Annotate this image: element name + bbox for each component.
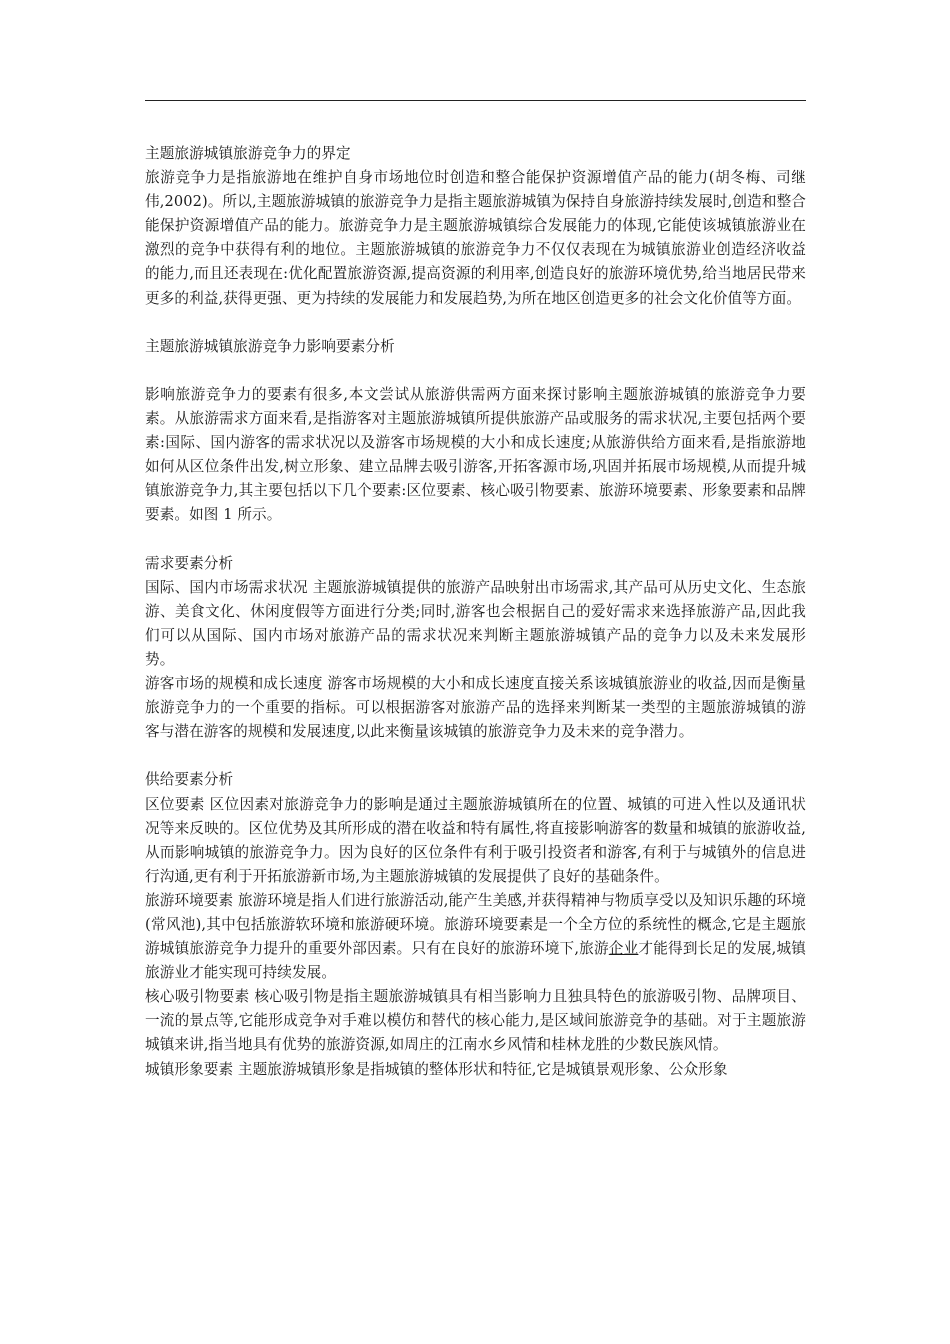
header-rule [145, 100, 806, 101]
paragraph-core-attraction: 核心吸引物要素 核心吸引物是指主题旅游城镇具有相当影响力且独具特色的旅游吸引物、品牌项目、一流的景点等,它能形成竞争对手难以模仿和替代的核心能力,是区域间旅游竞争的基础。对于主题旅游城镇来讲,指当地具有优势的旅游资源,如周庄的江南水乡风情和桂林龙胜的少数民族风情。 [145, 988, 806, 1054]
paragraph-market-scale: 游客市场的规模和成长速度 游客市场规模的大小和成长速度直接关系该城镇旅游业的收益,因而是衡量旅游竞争力的一个重要的指标。可以根据游客对旅游产品的选择来判断某一类型的主题旅游城镇的游客与潜在游客的规模和发展速度,以此来衡量该城镇的旅游竞争力及未来的竞争潜力。 [145, 675, 806, 741]
paragraph-city-image: 城镇形象要素 主题旅游城镇形象是指城镇的整体形状和特征,它是城镇景观形象、公众形象 [145, 1060, 728, 1078]
paragraph-market-demand: 国际、国内市场需求状况 主题旅游城镇提供的旅游产品映射出市场需求,其产品可从历史文化、生态旅游、美食文化、休闲度假等方面进行分类;同时,游客也会根据自己的爱好需求来选择旅游产品,因此我们可以从国际、国内市场对旅游产品的需求状况来判断主题旅游城镇产品的竞争力以及未来发展形势。 [145, 578, 806, 668]
paragraph-factors: 影响旅游竞争力的要素有很多,本文尝试从旅游供需两方面来探讨影响主题旅游城镇的旅游竞争力要素。从旅游需求方面来看,是指游客对主题旅游城镇所提供旅游产品或服务的需求状况,主要包括两个要素:国际、国内游客的需求状况以及游客市场规模的大小和成长速度;从旅游供给方面来看,是指旅游地如何从区位条件出发,树立形象、建立品牌去吸引游客,开拓客源市场,巩固并拓展市场规模,从而提升城镇旅游竞争力,其主要包括以下几个要素:区位要素、核心吸引物要素、旅游环境要素、形象要素和品牌要素。如图 1 所示。 [145, 385, 806, 524]
section-heading-supply: 供给要素分析 [145, 771, 234, 789]
section-heading-factors: 主题旅游城镇旅游竞争力影响要素分析 [145, 337, 395, 355]
environment-text-a: 旅游环境要素 旅游环境是指人们进行旅游活动,能产生美感,并获得精神与物质享受以及知识乐趣的环境(常风池),其中包括旅游软环境和旅游硬环境。旅游环境要素是一个全方位的系统性的概念,它是主题旅游城镇旅游竞争力提升的重要外部因素。只有在良好的旅游环境下,旅游 [145, 891, 806, 958]
document-body [145, 142, 806, 1082]
paragraph-definition: 旅游竞争力是指旅游地在维护自身市场地位时创造和整合能保护资源增值产品的能力(胡冬梅、司继伟,2002)。所以,主题旅游城镇的旅游竞争力是指主题旅游城镇为保持自身旅游持续发展时,创造和整合能保护资源增值产品的能力。旅游竞争力是主题旅游城镇综合发展能力的体现,它能使该城镇旅游业在激烈的竞争中获得有利的地位。主题旅游城镇的旅游竞争力不仅仅表现在为城镇旅游业创造经济收益的能力,而且还表现在:优化配置旅游资源,提高资源的利用率,创造良好的旅游环境优势,给当地居民带来更多的利益,获得更强、更为持续的发展能力和发展趋势,为所在地区创造更多的社会文化价值等方面。 [145, 169, 806, 307]
section-heading-definition: 主题旅游城镇旅游竞争力的界定 [145, 145, 351, 162]
section-heading-demand: 需求要素分析 [145, 554, 234, 572]
spacer [145, 528, 806, 552]
spacer [145, 311, 806, 335]
paragraph-location: 区位要素 区位因素对旅游竞争力的影响是通过主题旅游城镇所在的位置、城镇的可进入性以及通讯状况等来反映的。区位优势及其所形成的潜在收益和特有属性,将直接影响游客的数量和城镇的旅游收益,从而影响城镇的旅游竞争力。因为良好的区位条件有利于吸引投资者和游客,有利于与城镇外的信息进行沟通,更有利于开拓旅游新市场,为主题旅游城镇的发展提供了良好的基础条件。 [145, 795, 806, 885]
environment-text-b: 才能得到长足的发展,城镇旅游业才能实现可持续发展。 [145, 940, 806, 982]
paragraph-environment [145, 889, 806, 985]
spacer [145, 359, 806, 383]
spacer [145, 744, 806, 768]
enterprise-link[interactable]: 企业 [608, 940, 639, 958]
